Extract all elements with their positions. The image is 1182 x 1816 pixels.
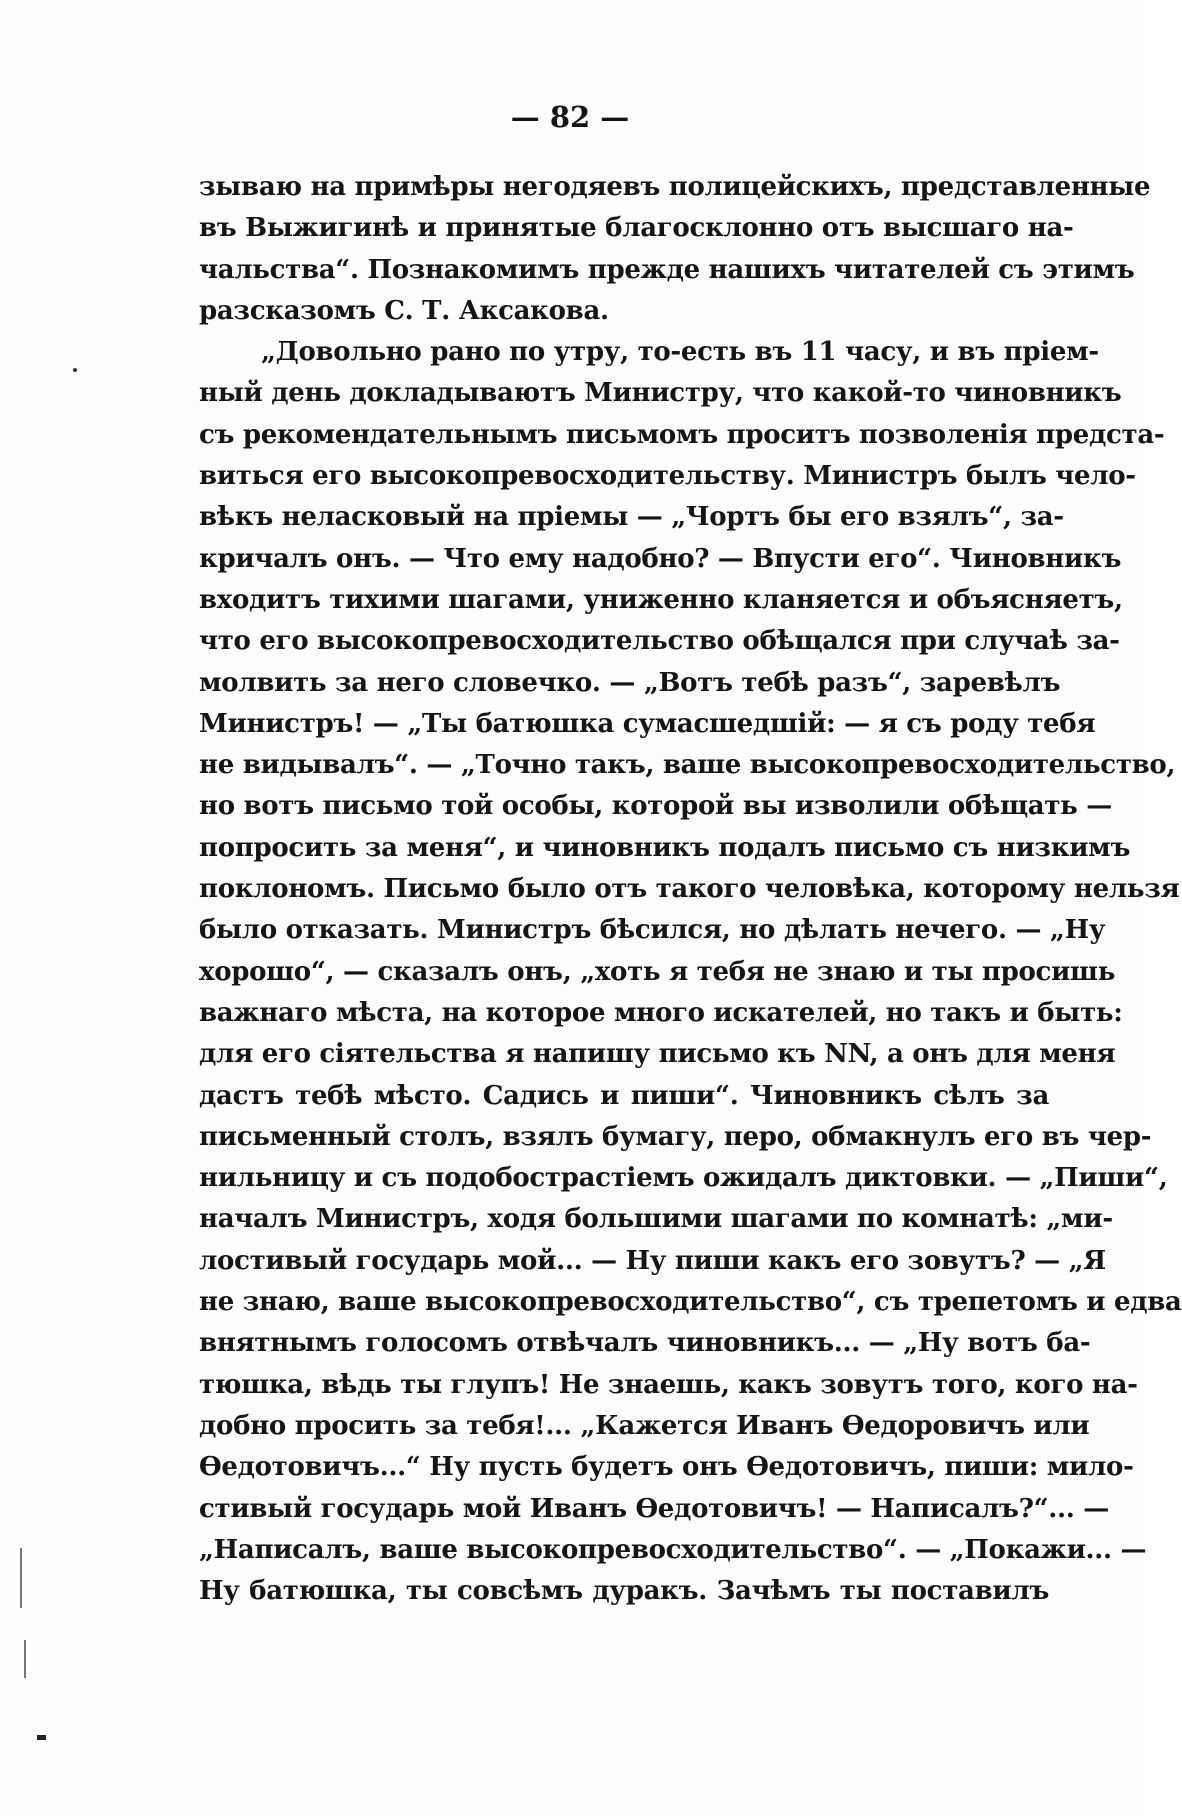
text-line: „Написалъ, ваше высокопревосходительство“. — „Покажи... — — [199, 1534, 1147, 1565]
margin-dot-mark — [73, 368, 77, 372]
body-text — [199, 167, 1182, 1612]
page-number: — 82 — — [510, 100, 630, 134]
text-line: дастъ тебѣ мѣсто. Садись и пиши“. Чиновникъ сѣлъ за — [199, 1080, 1049, 1111]
text-line: виться его высокопревосходительству. Министръ былъ чело- — [199, 461, 1136, 492]
text-line: нильницу и съ подобострастіемъ ожидалъ диктовки. — „Пиши“, — [199, 1163, 1168, 1194]
text-line: началъ Министръ, ходя большими шагами по комнатѣ: „ми- — [199, 1204, 1113, 1235]
text-line: но вотъ письмо той особы, которой вы изволили обѣщать — — [199, 791, 1112, 822]
text-line: кричалъ онъ. — Что ему надобно? — Впусти его“. Чиновникъ — [199, 543, 1122, 574]
margin-tick-mark — [37, 1735, 46, 1740]
margin-line-mark — [20, 1548, 22, 1608]
text-line: не видывалъ“. — „Точно такъ, ваше высокопревосходительство, — [199, 750, 1176, 781]
text-line: не знаю, ваше высокопревосходительство“, съ трепетомъ и едва — [199, 1287, 1182, 1318]
text-line: Ну батюшка, ты совсѣмъ дуракъ. Зачѣмъ ты поставилъ — [199, 1576, 1049, 1607]
text-line: съ рекомендательнымъ письмомъ проситъ позволенія предста- — [199, 419, 1165, 450]
text-line: зываю на примѣры негодяевъ полицейскихъ, представленные — [199, 172, 1151, 202]
text-line: попросить за меня“, и чиновникъ подалъ письмо съ низкимъ — [199, 832, 1131, 863]
text-line: добно просить за тебя!... „Кажется Иванъ Ѳедоровичъ или — [199, 1410, 1090, 1441]
text-line: ный день докладываютъ Министру, что какой-то чиновникъ — [199, 378, 1122, 409]
text-line: поклономъ. Письмо было отъ такого человѣка, которому нельзя — [199, 874, 1180, 905]
text-line: было отказать. Министръ бѣсился, но дѣлать нечего. — „Ну — [199, 915, 1106, 946]
text-line: тюшка, вѣдь ты глупъ! Не знаешь, какъ зовутъ того, кого на- — [199, 1369, 1138, 1400]
text-line: внятнымъ голосомъ отвѣчалъ чиновникъ... — „Ну вотъ ба- — [199, 1328, 1091, 1359]
text-line: разсказомъ С. Т. Аксакова. — [199, 295, 609, 326]
text-line: для его сіятельства я напишу письмо къ NN, а онъ для меня — [199, 1039, 1116, 1070]
text-line: письменный столъ, взялъ бумагу, перо, обмакнулъ его въ чер- — [199, 1121, 1152, 1152]
text-line: вѣкъ неласковый на пріемы — „Чортъ бы его взялъ“, за- — [199, 502, 1064, 533]
margin-line-mark — [24, 1640, 26, 1678]
text-line: важнаго мѣста, на которое много искателей, но такъ и быть: — [199, 997, 1123, 1028]
text-line: стивый государь мой Иванъ Ѳедотовичъ! — Написалъ?“... — — [199, 1493, 1109, 1524]
text-line: входитъ тихими шагами, униженно кланяется и объясняетъ, — [199, 584, 1123, 615]
text-line: Министръ! — „Ты батюшка сумасшедшій: — я съ роду тебя — [199, 708, 1096, 739]
text-line: что его высокопревосходительство обѣщался при случаѣ за- — [199, 626, 1120, 657]
text-line: лостивый государь мой... — Ну пиши какъ его зовутъ? — „Я — [199, 1245, 1106, 1276]
text-line: „Довольно рано по утру, то-есть въ 11 часу, и въ пріем- — [261, 337, 1099, 368]
text-line: молвить за него словечко. — „Вотъ тебѣ разъ“, заревѣлъ — [199, 667, 1061, 698]
text-line: въ Выжигинѣ и принятые благосклонно отъ высшаго на- — [199, 213, 1074, 244]
text-line: Ѳедотовичъ...“ Ну пусть будетъ онъ Ѳедотовичъ, пиши: мило- — [199, 1452, 1134, 1483]
text-line: хорошо“, — сказалъ онъ, „хоть я тебя не знаю и ты просишь — [199, 956, 1116, 987]
text-line: чальства“. Познакомимъ прежде нашихъ читателей съ этимъ — [199, 254, 1135, 285]
